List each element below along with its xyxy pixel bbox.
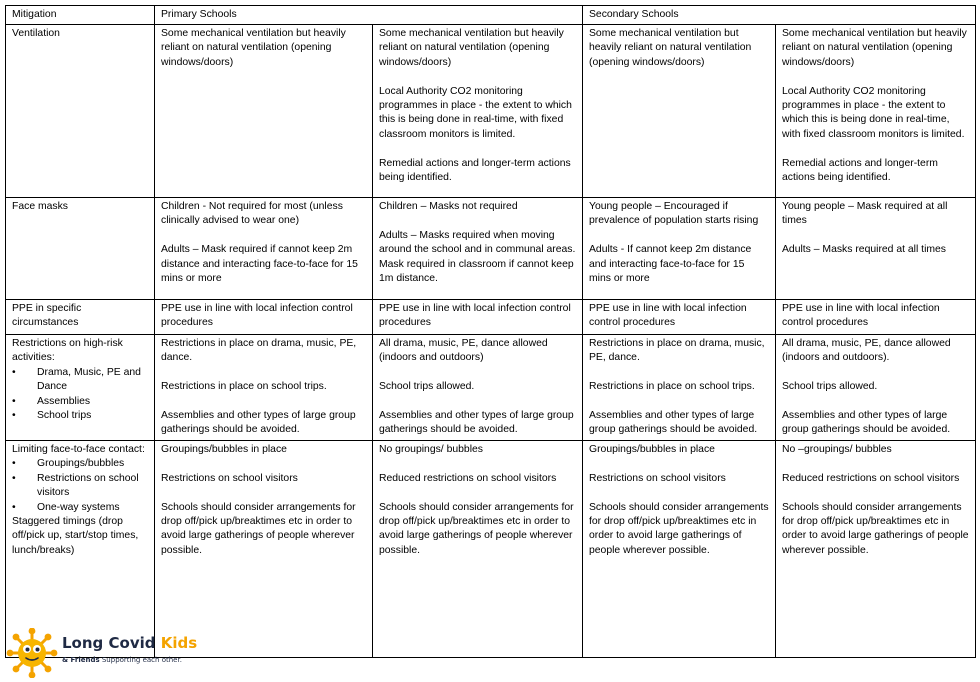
row-label-extra: Staggered timings (drop off/pick up, start/stop times, lunch/breaks) — [12, 516, 139, 556]
bullet-text: Assemblies — [37, 395, 91, 407]
table-cell — [583, 300, 776, 335]
cell-text: All drama, music, PE, dance allowed (indoors and outdoors). — [782, 338, 951, 364]
bullet-text: Groupings/bubbles — [37, 458, 125, 470]
row-label: Face masks — [6, 198, 155, 300]
cell-text: Remedial actions and longer-term actions being identified. — [782, 157, 938, 184]
cell-text: Restrictions on school visitors — [161, 472, 298, 484]
table-cell — [583, 335, 776, 441]
cell-text: Remedial actions and longer-term actions being identified. — [379, 157, 571, 184]
primary-schools-header: Primary Schools — [155, 6, 583, 25]
table-cell — [373, 441, 583, 658]
row-label: PPE in specific circumstances — [6, 300, 155, 335]
cell-text: Children - Not required for most (unless clinically advised to wear one) — [161, 201, 343, 227]
logo-wordmark — [62, 634, 197, 652]
cell-text: Some mechanical ventilation but heavily reliant on natural ventilation (opening windows/doors) — [379, 28, 564, 68]
cell-text: Adults – Masks required when moving around the school and in communal areas. Mask required in classroom if cannot keep 1m distance. — [379, 229, 576, 285]
table-row — [6, 335, 976, 441]
cell-text: Some mechanical ventilation but heavily reliant on natural ventilation (opening windows/doors) — [589, 28, 752, 68]
cell-text: Adults - If cannot keep 2m distance and interacting face-to-face for 15 mins or more — [589, 244, 752, 285]
table-cell — [155, 198, 373, 300]
logo-tag-supporting: Supporting each other. — [99, 656, 182, 664]
table-cell — [155, 25, 373, 198]
cell-text: Restrictions in place on school trips. — [161, 381, 327, 393]
bullet-list — [12, 366, 148, 424]
cell-text: PPE use in line with local infection control procedures — [161, 303, 353, 329]
bullet-icon: • — [12, 395, 16, 407]
table-cell — [583, 25, 776, 198]
bullet-item — [12, 366, 148, 395]
row-label-text: Limiting face-to-face contact: — [12, 444, 145, 455]
cell-text: School trips allowed. — [782, 381, 878, 393]
bullet-item — [12, 472, 148, 501]
table-cell — [373, 335, 583, 441]
logo-word-long-covid: Long Covid — [62, 634, 161, 652]
table-cell — [155, 335, 373, 441]
cell-text: Schools should consider arrangements for drop off/pick up/breaktimes etc in order to avoid large gatherings of people wherever possible. — [589, 501, 769, 556]
bullet-list — [12, 457, 148, 515]
bullet-icon: • — [12, 472, 16, 484]
cell-text: Reduced restrictions on school visitors — [379, 472, 557, 484]
logo-tag-friends: & Friends — [62, 656, 100, 664]
cell-text: Schools should consider arrangements for drop off/pick up/breaktimes etc in order to avoid large gatherings of people wherever possible. — [161, 501, 356, 556]
bullet-icon: • — [12, 458, 16, 470]
bullet-text: One-way systems — [37, 501, 120, 513]
cell-text: School trips allowed. — [379, 381, 475, 393]
cell-text: Young people – Encouraged if prevalence of population starts rising — [589, 201, 759, 227]
cell-text: Schools should consider arrangements for drop off/pick up/breaktimes etc in order to avoid large gatherings of people wherever possible. — [782, 501, 969, 556]
bullet-icon: • — [12, 366, 16, 378]
cell-text: Groupings/bubbles in place — [589, 444, 715, 455]
cell-text: Restrictions in place on drama, music, PE, dance. — [589, 338, 765, 364]
cell-text: Schools should consider arrangements for drop off/pick up/breaktimes etc in order to avoid large gatherings of people wherever possible. — [379, 501, 574, 556]
cell-text: Assemblies and other types of large group gatherings should be avoided. — [161, 410, 356, 436]
cell-text: Adults – Mask required if cannot keep 2m distance and interacting face-to-face for 15 mins or more — [161, 244, 358, 285]
table-row — [6, 300, 976, 335]
cell-text: Children – Masks not required — [379, 201, 518, 212]
table-row — [6, 198, 976, 300]
cell-text: PPE use in line with local infection control procedures — [589, 303, 747, 329]
cell-text: Some mechanical ventilation but heavily reliant on natural ventilation (opening windows/doors) — [161, 28, 346, 68]
table-row — [6, 441, 976, 658]
bullet-icon: • — [12, 501, 16, 513]
covid-virus-icon — [4, 628, 60, 678]
table-cell — [373, 300, 583, 335]
cell-text: Local Authority CO2 monitoring programmes in place - the extent to which this is being done in real-time, with fixed classroom monitors is limited. — [379, 85, 572, 140]
table-cell — [776, 300, 976, 335]
row-label: Ventilation — [6, 25, 155, 198]
mitigation-table — [5, 5, 976, 658]
cell-text: PPE use in line with local infection control procedures — [379, 303, 571, 329]
row-label — [6, 441, 155, 658]
cell-text: Assemblies and other types of large group gatherings should be avoided. — [782, 410, 951, 436]
mitigation-header: Mitigation — [6, 6, 155, 25]
bullet-item — [12, 409, 148, 423]
cell-text: Restrictions in place on drama, music, PE, dance. — [161, 338, 357, 364]
table-row — [6, 25, 976, 198]
table-cell — [776, 335, 976, 441]
table-cell — [373, 25, 583, 198]
bullet-item — [12, 457, 148, 471]
table-cell — [776, 25, 976, 198]
table-cell — [155, 300, 373, 335]
secondary-schools-header: Secondary Schools — [583, 6, 976, 25]
bullet-text: School trips — [37, 410, 92, 422]
cell-text: Groupings/bubbles in place — [161, 444, 287, 455]
logo-tagline — [62, 656, 182, 664]
row-label — [6, 335, 155, 441]
table-cell — [776, 441, 976, 658]
cell-text: No groupings/ bubbles — [379, 444, 483, 455]
bullet-text: Restrictions on school visitors — [37, 472, 139, 499]
cell-text: Assemblies and other types of large group gatherings should be avoided. — [589, 410, 758, 436]
logo-word-kids: Kids — [160, 634, 198, 652]
table-cell — [373, 198, 583, 300]
bullet-text: Drama, Music, PE and Dance — [37, 366, 141, 393]
cell-text: No –groupings/ bubbles — [782, 444, 892, 455]
table-cell — [776, 198, 976, 300]
row-label-text: Restrictions on high-risk activities: — [12, 338, 123, 364]
cell-text: Reduced restrictions on school visitors — [782, 472, 960, 484]
table-cell — [155, 441, 373, 658]
cell-text: Young people – Mask required at all times — [782, 201, 948, 227]
bullet-item — [12, 395, 148, 409]
cell-text: PPE use in line with local infection control procedures — [782, 303, 940, 329]
table-cell — [583, 441, 776, 658]
table-cell — [583, 198, 776, 300]
bullet-item — [12, 501, 148, 515]
cell-text: Restrictions in place on school trips. — [589, 381, 755, 393]
cell-text: All drama, music, PE, dance allowed (indoors and outdoors) — [379, 338, 548, 364]
cell-text: Local Authority CO2 monitoring programmes in place - the extent to which this is being done in real-time, with fixed classroom monitors is limited. — [782, 85, 965, 140]
cell-text: Restrictions on school visitors — [589, 472, 726, 484]
cell-text: Adults – Masks required at all times — [782, 244, 947, 256]
cell-text: Assemblies and other types of large group gatherings should be avoided. — [379, 410, 574, 436]
long-covid-kids-logo — [4, 628, 214, 678]
cell-text: Some mechanical ventilation but heavily reliant on natural ventilation (opening windows/doors) — [782, 28, 967, 68]
bullet-icon: • — [12, 410, 16, 422]
